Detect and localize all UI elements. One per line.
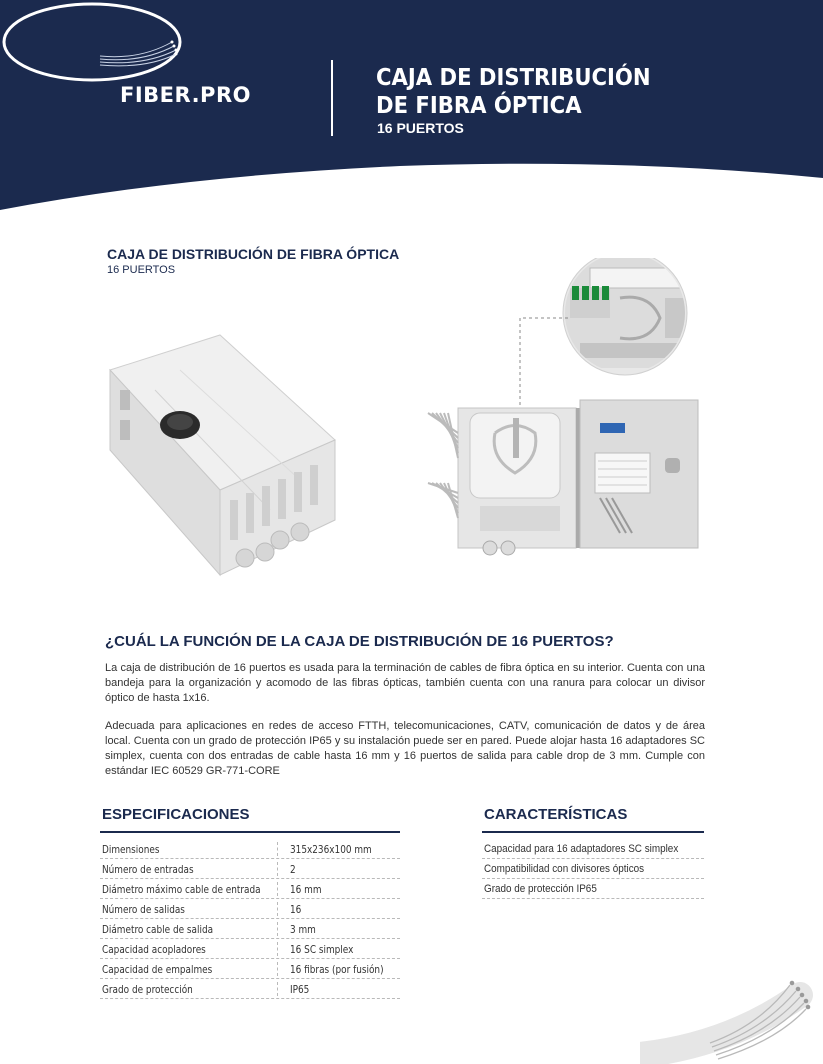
header-title [376,64,762,120]
spec-value: 315x236x100 mm [290,843,372,856]
spec-row [100,959,400,979]
feature-item-label: Compatibilidad con divisores ópticos [484,863,645,875]
feature-item-label: Grado de protección IP65 [484,883,597,895]
spec-row [100,939,400,959]
spec-separator [277,902,278,916]
spec-key: Número de salidas [102,903,185,916]
fiber-cable-decoration-icon [640,965,823,1064]
spec-key: Grado de protección [102,983,193,996]
spec-separator [277,842,278,856]
fiberpro-logo-icon [0,0,185,84]
spec-key: Dimensiones [102,843,160,856]
logo-text: FIBER.PRO [120,83,251,107]
function-paragraph-2: Adecuada para aplicaciones en redes de acceso FTTH, telecomunicaciones, CATV, comunicación de datos y de área local. Cuenta con un grado de protección IP65 y su instalación puede ser en pared. Puede alojar hasta 16 adaptadores SC simplex, cuenta con dos entradas de cable hasta 16 mm y 16 puertos de salida para cable drop de 3 mm. Cumple con estándar IEC 60529 GR-771-CORE [105,720,705,777]
spec-separator [277,862,278,876]
spec-value: 16 [290,903,302,916]
features-rule [482,831,704,833]
closed-box-image [100,330,340,580]
spec-value: 3 mm [290,923,316,936]
open-box-image [420,258,720,568]
specs-rule [100,831,400,833]
spec-separator [277,942,278,956]
features-heading: CARACTERÍSTICAS [484,806,628,823]
feature-item [482,839,704,859]
spec-row [100,979,400,999]
spec-key: Diámetro cable de salida [102,923,214,936]
spec-key: Diámetro máximo cable de entrada [102,883,261,896]
spec-key: Número de entradas [102,863,194,876]
spec-row [100,879,400,899]
header-divider [331,60,333,136]
header-title-line1: CAJA DE DISTRIBUCIÓN [376,65,651,91]
spec-value: 16 fibras (por fusión) [290,963,384,976]
spec-value: IP65 [290,983,310,996]
product-title: CAJA DE DISTRIBUCIÓN DE FIBRA ÓPTICA [107,246,400,262]
product-subtitle: 16 PUERTOS [107,264,176,276]
function-paragraph-1: La caja de distribución de 16 puertos es usada para la terminación de cables de fibra óptica en su interior. Cuenta con una bandeja para la organización y acomodo de las fibras ópticas, también cuenta con una ranura para colocar un divisor óptico de hasta 1x16. [105,662,705,704]
header-banner [0,0,823,215]
feature-item [482,879,704,899]
spec-row [100,919,400,939]
specs-heading: ESPECIFICACIONES [102,806,250,823]
spec-value: 16 mm [290,883,322,896]
spec-separator [277,922,278,936]
header-title-line2: DE FIBRA ÓPTICA [376,93,582,119]
spec-key: Capacidad de empalmes [102,963,213,976]
spec-row [100,839,400,859]
spec-row [100,899,400,919]
spec-value: 2 [290,863,296,876]
function-heading: ¿CUÁL LA FUNCIÓN DE LA CAJA DE DISTRIBUCIÓN DE 16 PUERTOS? [105,633,614,650]
spec-separator [277,882,278,896]
header-subtitle: 16 PUERTOS [377,120,464,136]
feature-item [482,859,704,879]
spec-separator [277,982,278,996]
feature-item-label: Capacidad para 16 adaptadores SC simplex [484,843,679,855]
spec-key: Capacidad acopladores [102,943,206,956]
spec-row [100,859,400,879]
spec-value: 16 SC simplex [290,943,354,956]
spec-separator [277,962,278,976]
